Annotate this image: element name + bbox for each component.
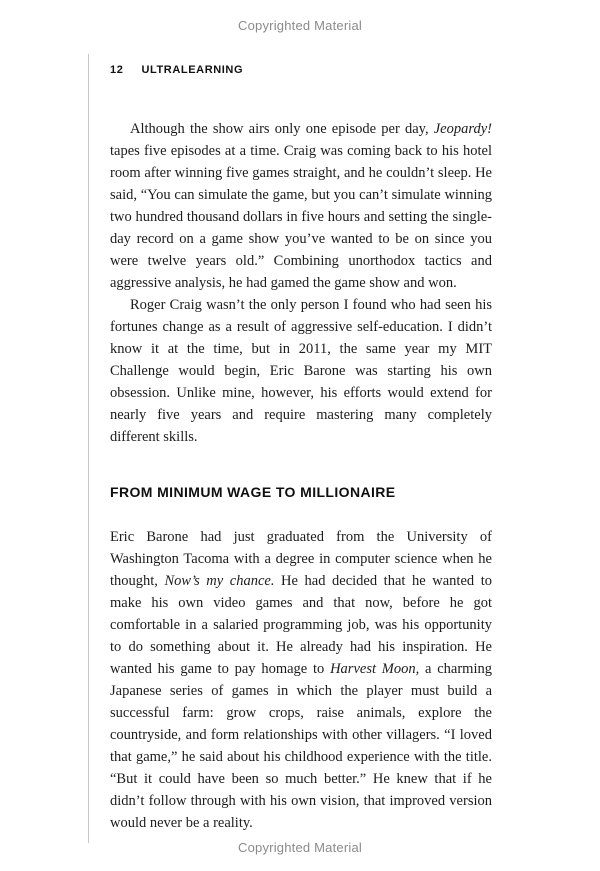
text-run: Although the show airs only one episode per day,: [130, 121, 434, 137]
copyright-watermark-top: Copyrighted Material: [238, 18, 362, 33]
text-run: Roger Craig wasn’t the only person I found who had seen his fortunes change as a result of aggressive self-education. I didn’t know it at the time, but in 2011, the same year my MIT Challenge would begin, Eric Barone was starting his own obsession. Unlike mine, however, his efforts would extend for nearly five years and require mastering many completely different skills.: [110, 297, 492, 445]
page-content: [110, 118, 492, 834]
page-number: 12: [110, 64, 124, 76]
page-body: [110, 64, 492, 834]
body-paragraph: [110, 294, 492, 448]
copyright-watermark-bottom: Copyrighted Material: [238, 840, 362, 855]
italic-text-run: Now’s my chance.: [164, 573, 275, 589]
running-header: [110, 64, 492, 76]
text-run: He had decided that he wanted to make his own video games and that now, before he got comfortable in a salaried programming job, was his opportunity to do something about it. He already had his inspiration. He wanted his game to pay homage to: [110, 573, 492, 677]
running-title: ULTRALEARNING: [141, 64, 244, 76]
text-run: tapes five episodes at a time. Craig was coming back to his hotel room after winning five games straight, and he couldn’t sleep. He said, “You can simulate the game, but you can’t simulate winning two hundred thousand dollars in five hours and setting the single-day record on a game show you’ve wanted to be on since you were twelve years old.” Combining unorthodox tactics and aggressive analysis, he had gamed the game show and won.: [110, 143, 492, 291]
body-paragraph: [110, 118, 492, 294]
body-paragraph: [110, 526, 492, 834]
text-run: a charming Japanese series of games in which the player must build a successful farm: grow crops, raise animals, explore the countryside, and form relationships with other villagers. “I loved that game,” he said about his childhood experience with the title. “But it could have been so much better.” He knew that if he didn’t follow through with his own vision, that improved version would never be a reality.: [110, 661, 492, 831]
italic-text-run: Jeopardy!: [433, 121, 492, 137]
page-edge-line: [88, 54, 89, 843]
italic-text-run: Harvest Moon,: [330, 661, 420, 677]
section-heading: FROM MINIMUM WAGE TO MILLIONAIRE: [110, 484, 396, 500]
text-run: Eric Barone had just graduated from the University of Washington Tacoma with a degree in computer science when he thought,: [110, 529, 492, 589]
